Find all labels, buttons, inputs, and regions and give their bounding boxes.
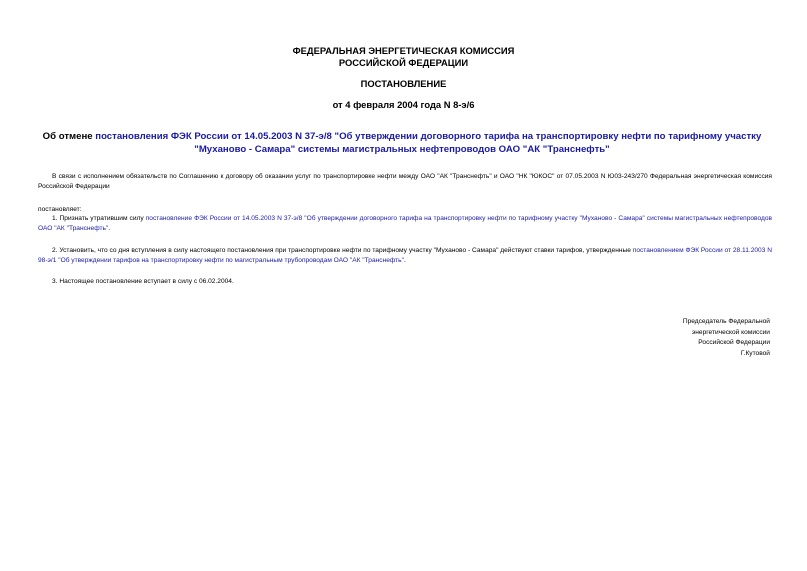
document-date: от 4 февраля 2004 года N 8-э/6 bbox=[332, 99, 475, 110]
title-prefix: Об отмене bbox=[42, 131, 96, 142]
item-2-suffix: . bbox=[403, 257, 406, 264]
item-1-text: 1. Признать утратившим силу bbox=[52, 215, 146, 222]
document-type: ПОСТАНОВЛЕНИЕ bbox=[360, 78, 447, 89]
item-2 bbox=[38, 246, 772, 266]
item-3: 3. Настоящее постановление вступает в силу с 06.02.2004. bbox=[52, 278, 234, 285]
document-title bbox=[32, 131, 772, 156]
intro-paragraph: В связи с исполнением обязательств по Соглашению к договору об оказании услуг по транспортировке нефти между ОАО "АК "Транснефть" и ОАО "НК "ЮКОС" от 07.05.2003 N Ю03-243/270 Федеральная энергетическая комиссия Российской Федерации bbox=[38, 173, 772, 190]
item-1-link[interactable]: постановление ФЭК России от 14.05.2003 N 37-э/8 "Об утверждении договорного тарифа на транспортировку нефти по тарифному участку "Муханово - Самара" системы магистральных нефтепроводов ОАО "АК "Транснефть" bbox=[38, 215, 773, 232]
signature-line2: энергетической комиссии bbox=[691, 328, 770, 336]
title-link[interactable]: постановления ФЭК России от 14.05.2003 N 37-э/8 "Об утверждении договорного тарифа на транспортировку нефти по тарифному участку "Муханово - Самара" системы магистральных нефтепроводов ОАО "АК "Транснефть" bbox=[95, 131, 762, 155]
signature-name: Г.Кутовой bbox=[740, 349, 770, 357]
signature-line3: Российской Федерации bbox=[698, 339, 770, 346]
item-2-text: 2. Установить, что со дня вступления в силу настоящего постановления при транспортировке нефти по тарифному участку "Муханово - Самара" действуют ставки тарифов, утвержденные bbox=[52, 247, 633, 254]
signature-line1: Председатель Федеральной bbox=[682, 318, 770, 325]
agency-name-line1: ФЕДЕРАЛЬНАЯ ЭНЕРГЕТИЧЕСКАЯ КОМИССИЯ bbox=[292, 45, 515, 56]
item-2-link[interactable]: постановлением ФЭК России от 28.11.2003 N 98-э/1 "Об утверждении тарифов на транспортировку нефти по магистральным трубопроводам ОАО "АК "Транснефть" bbox=[38, 247, 773, 264]
decides-label: постановляет: bbox=[38, 206, 82, 213]
signature-block bbox=[570, 317, 770, 359]
item-1-suffix: . bbox=[108, 225, 111, 232]
item-1 bbox=[38, 214, 772, 234]
agency-name-line2: РОССИЙСКОЙ ФЕДЕРАЦИИ bbox=[338, 57, 469, 68]
